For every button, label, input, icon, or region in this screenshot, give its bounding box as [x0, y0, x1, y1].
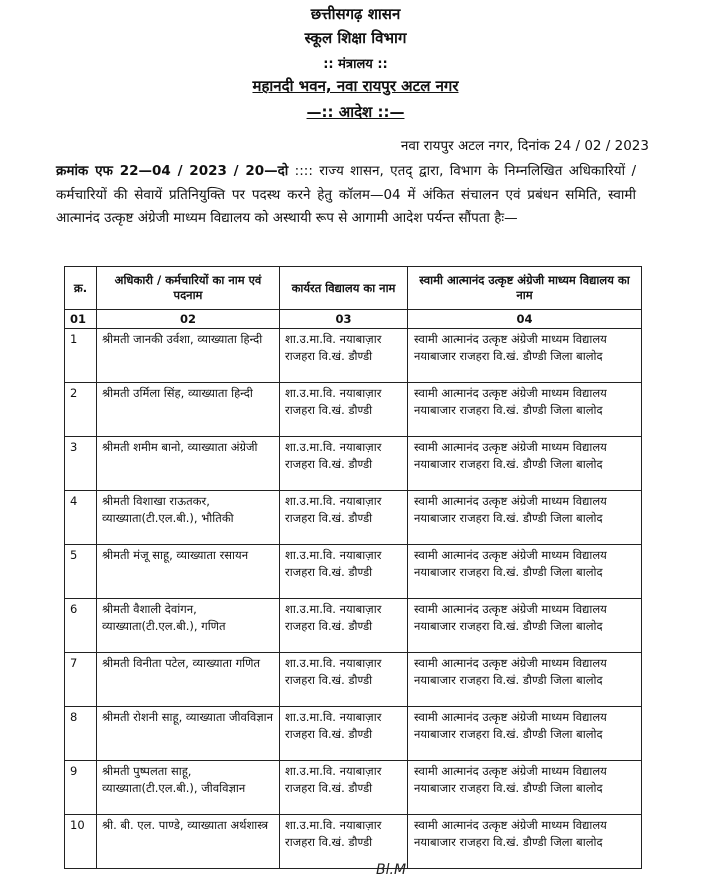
new-school-cell: स्वामी आत्मानंद उत्कृष्ट अंग्रेजी माध्यम विद्यालय नयाबाजार राजहरा वि.खं. डौण्डी जिला बालोद	[408, 815, 642, 869]
order-intro-paragraph	[56, 160, 636, 231]
government-title: छत्तीसगढ़ शासन	[310, 5, 401, 23]
name-cell: श्रीमती रोशनी साहू, व्याख्याता जीवविज्ञान	[97, 707, 280, 761]
table-header-row	[65, 267, 642, 310]
table-row	[65, 761, 642, 815]
table-row	[65, 383, 642, 437]
column-number-row	[65, 310, 642, 329]
current-school-cell: शा.उ.मा.वि. नयाबाज़ार राजहरा वि.खं. डौण्डी	[280, 707, 408, 761]
serial-cell: 2	[65, 383, 97, 437]
deputation-table	[64, 266, 642, 869]
name-cell: श्रीमती वैशाली देवांगन, व्याख्याता(टी.एल.बी.), गणित	[97, 599, 280, 653]
current-school-cell: शा.उ.मा.वि. नयाबाज़ार राजहरा वि.खं. डौण्डी	[280, 599, 408, 653]
current-school-cell: शा.उ.मा.वि. नयाबाज़ार राजहरा वि.खं. डौण्डी	[280, 761, 408, 815]
name-cell: श्रीमती शमीम बानो, व्याख्याता अंग्रेजी	[97, 437, 280, 491]
table-row	[65, 491, 642, 545]
header-current-school: कार्यरत विद्यालय का नाम	[280, 267, 408, 310]
column-number: 01	[65, 310, 97, 329]
serial-cell: 6	[65, 599, 97, 653]
name-cell: श्रीमती उर्मिला सिंह, व्याख्याता हिन्दी	[97, 383, 280, 437]
serial-cell: 3	[65, 437, 97, 491]
signature-mark: Bl.M	[376, 862, 407, 878]
serial-cell: 7	[65, 653, 97, 707]
new-school-cell: स्वामी आत्मानंद उत्कृष्ट अंग्रेजी माध्यम विद्यालय नयाबाजार राजहरा वि.खं. डौण्डी जिला बालोद	[408, 491, 642, 545]
serial-cell: 5	[65, 545, 97, 599]
header-name-designation: अधिकारी / कर्मचारियों का नाम एवं पदनाम	[97, 267, 280, 310]
column-number: 03	[280, 310, 408, 329]
table-row	[65, 599, 642, 653]
new-school-cell: स्वामी आत्मानंद उत्कृष्ट अंग्रेजी माध्यम विद्यालय नयाबाजार राजहरा वि.खं. डौण्डी जिला बालोद	[408, 545, 642, 599]
serial-cell: 4	[65, 491, 97, 545]
new-school-cell: स्वामी आत्मानंद उत्कृष्ट अंग्रेजी माध्यम विद्यालय नयाबाजार राजहरा वि.खं. डौण्डी जिला बालोद	[408, 707, 642, 761]
office-address: महानदी भवन, नवा रायपुर अटल नगर	[252, 77, 459, 95]
name-cell: श्रीमती जानकी उर्वशा, व्याख्याता हिन्दी	[97, 329, 280, 383]
current-school-cell: शा.उ.मा.वि. नयाबाज़ार राजहरा वि.खं. डौण्डी	[280, 491, 408, 545]
column-number: 04	[408, 310, 642, 329]
column-number: 02	[97, 310, 280, 329]
serial-cell: 1	[65, 329, 97, 383]
order-heading: —:: आदेश ::—	[306, 103, 405, 121]
new-school-cell: स्वामी आत्मानंद उत्कृष्ट अंग्रेजी माध्यम विद्यालय नयाबाजार राजहरा वि.खं. डौण्डी जिला बालोद	[408, 761, 642, 815]
new-school-cell: स्वामी आत्मानंद उत्कृष्ट अंग्रेजी माध्यम विद्यालय नयाबाजार राजहरा वि.खं. डौण्डी जिला बालोद	[408, 329, 642, 383]
name-cell: श्रीमती विनीता पटेल, व्याख्याता गणित	[97, 653, 280, 707]
table-row	[65, 329, 642, 383]
serial-cell: 10	[65, 815, 97, 869]
department-title: स्कूल शिक्षा विभाग	[304, 29, 407, 47]
ministry-title: :: मंत्रालय ::	[323, 57, 388, 72]
serial-cell: 8	[65, 707, 97, 761]
serial-cell: 9	[65, 761, 97, 815]
table-row	[65, 653, 642, 707]
new-school-cell: स्वामी आत्मानंद उत्कृष्ट अंग्रेजी माध्यम विद्यालय नयाबाजार राजहरा वि.खं. डौण्डी जिला बालोद	[408, 653, 642, 707]
current-school-cell: शा.उ.मा.वि. नयाबाज़ार राजहरा वि.खं. डौण्डी	[280, 545, 408, 599]
header-new-school: स्वामी आत्मानंद उत्कृष्ट अंग्रेजी माध्यम विद्यालय का नाम	[408, 267, 642, 310]
name-cell: श्री. बी. एल. पाण्डे, व्याख्याता अर्थशास्त्र	[97, 815, 280, 869]
name-cell: श्रीमती पुष्पलता साहू, व्याख्याता(टी.एल.बी.), जीवविज्ञान	[97, 761, 280, 815]
new-school-cell: स्वामी आत्मानंद उत्कृष्ट अंग्रेजी माध्यम विद्यालय नयाबाजार राजहरा वि.खं. डौण्डी जिला बालोद	[408, 599, 642, 653]
table-row	[65, 545, 642, 599]
header-serial: क्र.	[65, 267, 97, 310]
order-dateline: नवा रायपुर अटल नगर, दिनांक 24 / 02 / 2023	[400, 138, 649, 154]
order-intro-text: :::: राज्य शासन, एतद् द्वारा, विभाग के निम्नलिखित अधिकारियों / कर्मचारियों की सेवायें प्रतिनियुक्ति पर पदस्थ करने हेतु कॉलम—04 में अंकित संचालन एवं प्रबंधन समिति, स्वामी आत्मानंद उत्कृष्ट अंग्रेजी माध्यम विद्यालय को अस्थायी रूप से आगामी आदेश पर्यन्त सौंपता हैः—	[56, 163, 636, 226]
current-school-cell: शा.उ.मा.वि. नयाबाज़ार राजहरा वि.खं. डौण्डी	[280, 815, 408, 869]
new-school-cell: स्वामी आत्मानंद उत्कृष्ट अंग्रेजी माध्यम विद्यालय नयाबाजार राजहरा वि.खं. डौण्डी जिला बालोद	[408, 383, 642, 437]
current-school-cell: शा.उ.मा.वि. नयाबाज़ार राजहरा वि.खं. डौण्डी	[280, 329, 408, 383]
name-cell: श्रीमती मंजू साहू, व्याख्याता रसायन	[97, 545, 280, 599]
table-row	[65, 707, 642, 761]
current-school-cell: शा.उ.मा.वि. नयाबाज़ार राजहरा वि.खं. डौण्डी	[280, 383, 408, 437]
new-school-cell: स्वामी आत्मानंद उत्कृष्ट अंग्रेजी माध्यम विद्यालय नयाबाजार राजहरा वि.खं. डौण्डी जिला बालोद	[408, 437, 642, 491]
table-row	[65, 815, 642, 869]
table-row	[65, 437, 642, 491]
current-school-cell: शा.उ.मा.वि. नयाबाज़ार राजहरा वि.खं. डौण्डी	[280, 653, 408, 707]
name-cell: श्रीमती विशाखा राऊतकर, व्याख्याता(टी.एल.बी.), भौतिकी	[97, 491, 280, 545]
current-school-cell: शा.उ.मा.वि. नयाबाज़ार राजहरा वि.खं. डौण्डी	[280, 437, 408, 491]
order-reference-number: क्रमांक एफ 22—04 / 2023 / 20—दो	[56, 163, 289, 179]
